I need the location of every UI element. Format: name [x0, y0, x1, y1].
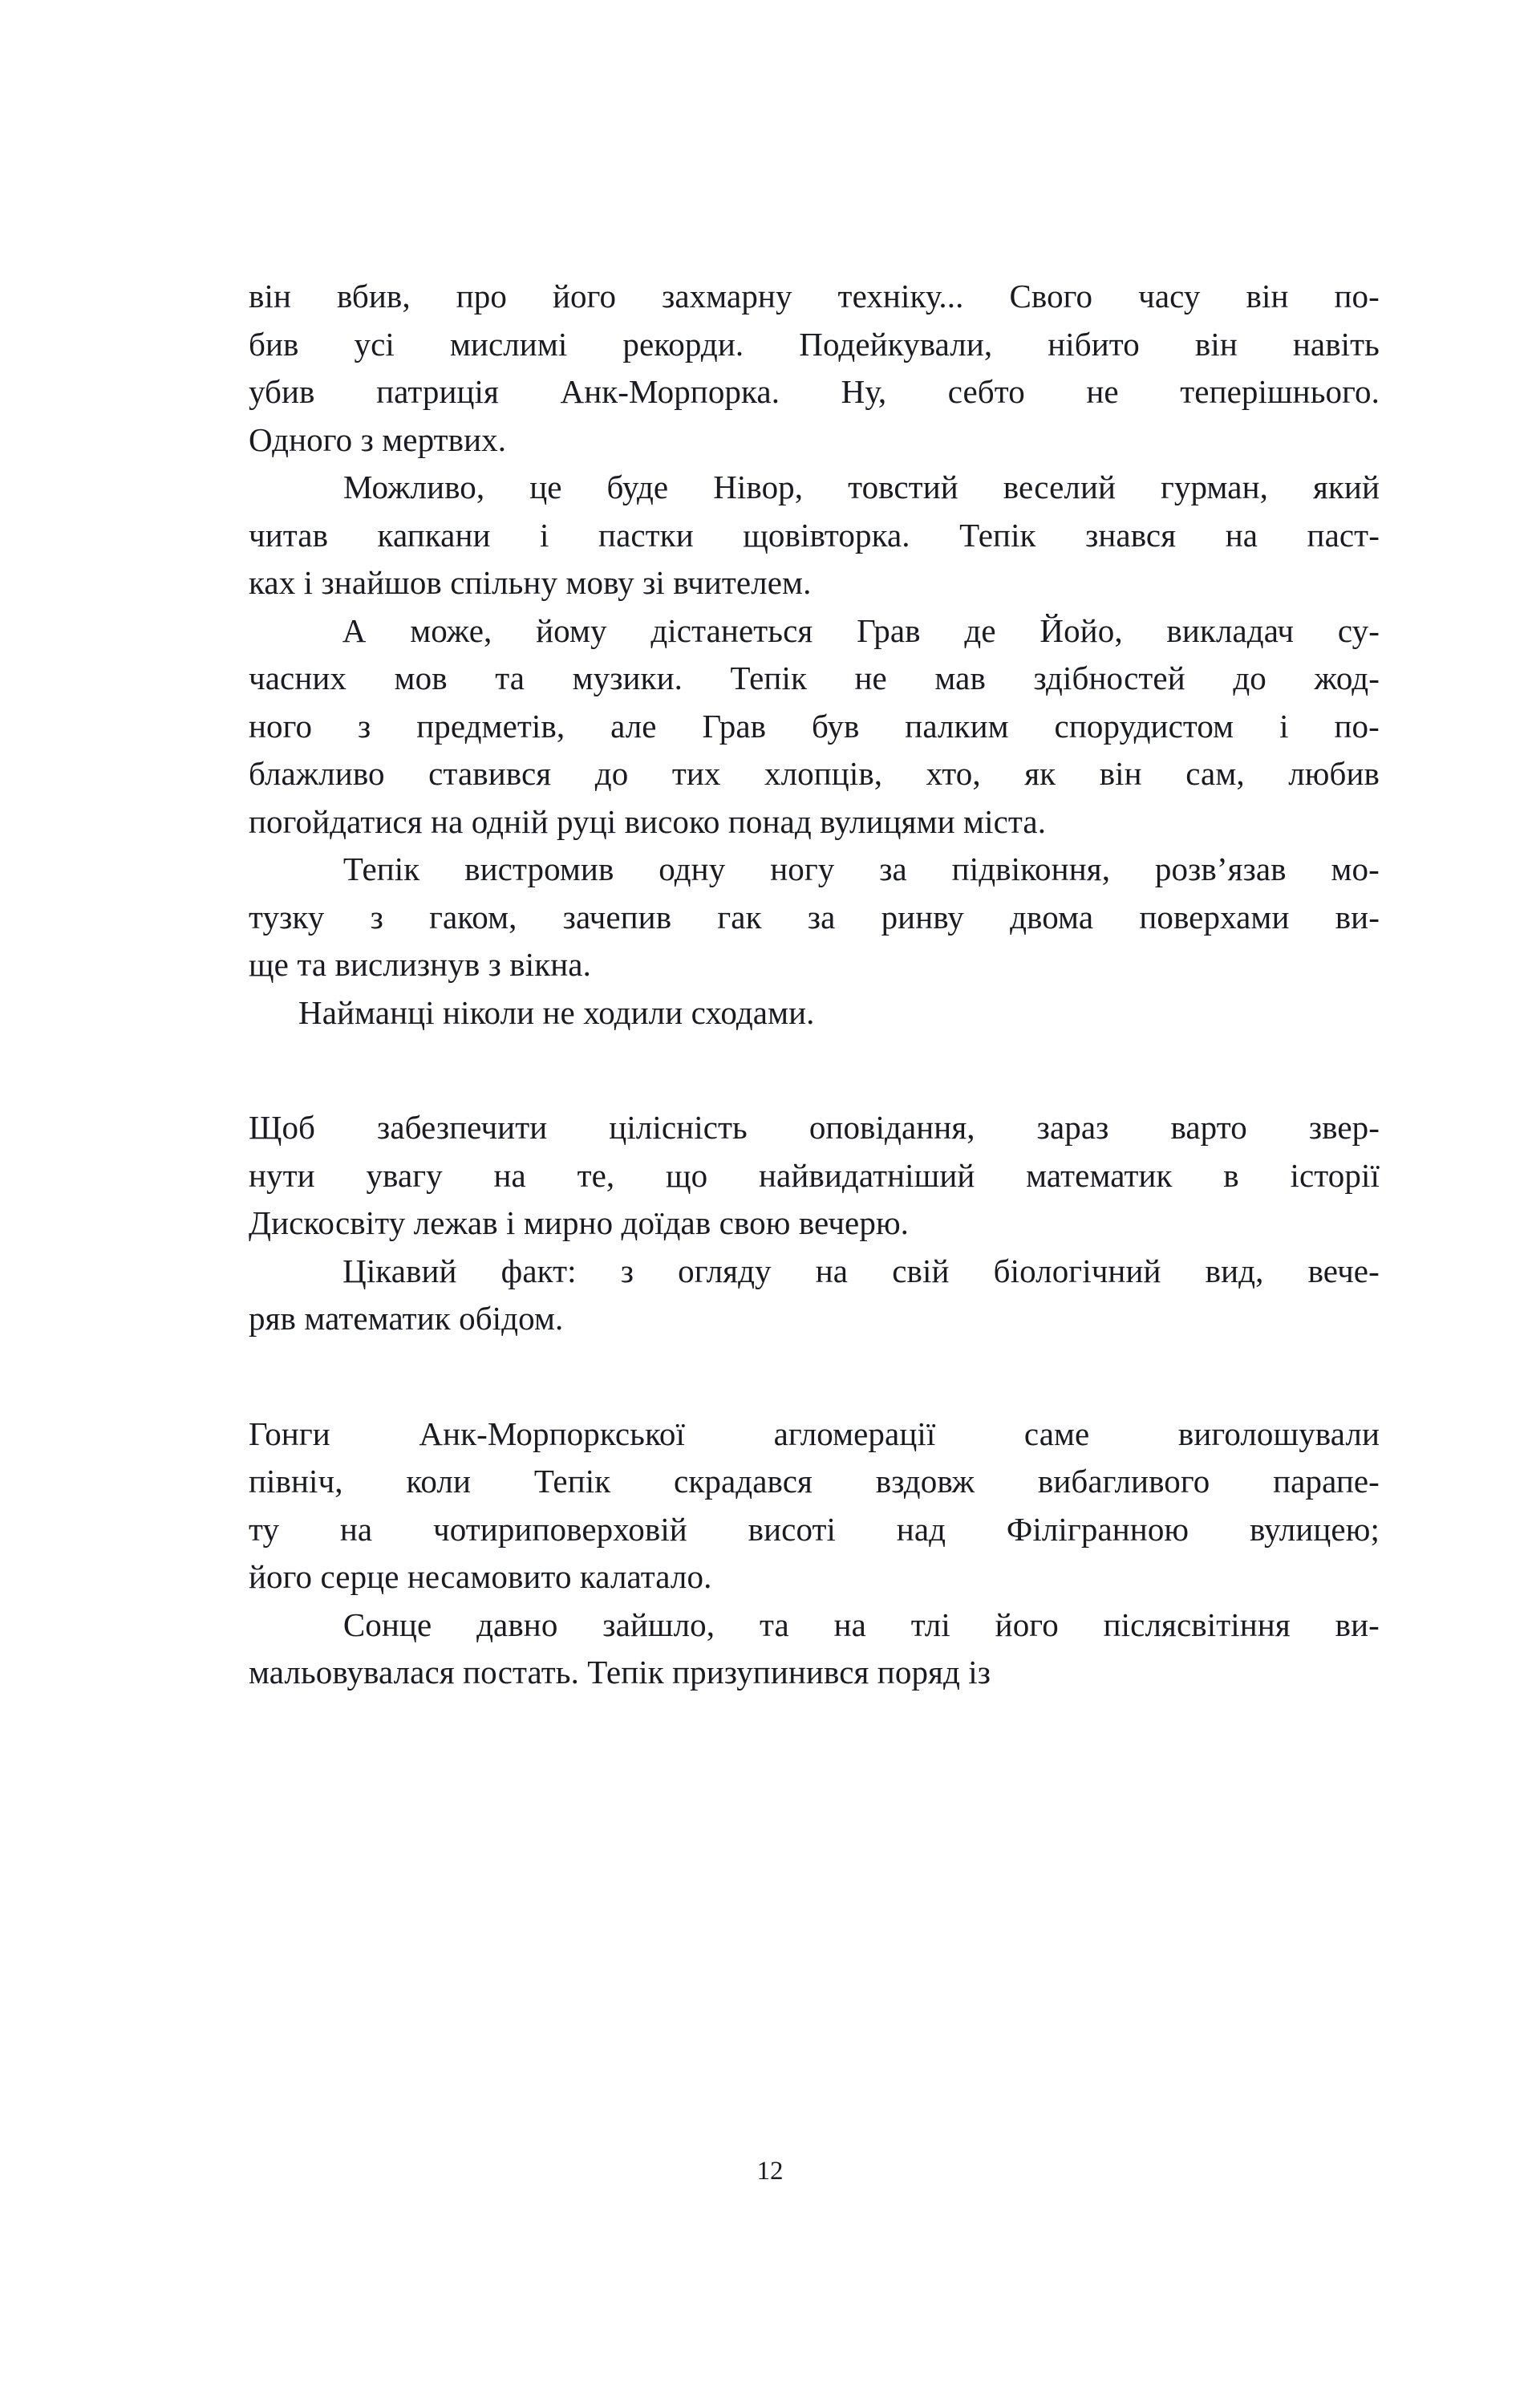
- word: вистромив: [464, 850, 614, 887]
- word: Щоб: [249, 1109, 316, 1146]
- text-section: [249, 1104, 1380, 1343]
- text-line: ще та вислизнув з вікна.: [249, 946, 591, 983]
- word: і: [1279, 707, 1289, 745]
- word: вече-: [1307, 1252, 1380, 1289]
- word: вздовж: [875, 1463, 975, 1500]
- word: здібностей: [1033, 660, 1185, 696]
- word: ставився: [428, 755, 552, 792]
- word: над: [896, 1510, 946, 1548]
- word: Гонги: [249, 1415, 330, 1452]
- word: сам,: [1185, 755, 1245, 792]
- word: капкани: [377, 516, 491, 554]
- word: до: [594, 755, 629, 792]
- word: як: [1024, 755, 1056, 792]
- word: блажливо: [249, 755, 385, 792]
- word: був: [811, 707, 860, 745]
- text-line: [249, 703, 1380, 751]
- word: за: [879, 850, 907, 887]
- word: ту: [249, 1510, 280, 1548]
- word: найвидатніший: [759, 1156, 975, 1194]
- paragraph: [249, 846, 1380, 989]
- word: спорудистом: [1054, 707, 1234, 745]
- word: він: [1194, 325, 1238, 363]
- word: захмарну: [662, 278, 792, 315]
- text-line: [249, 846, 1380, 894]
- word: на: [1225, 516, 1258, 554]
- word: дістанеться: [650, 611, 813, 649]
- word: давно: [476, 1605, 558, 1643]
- word: на: [493, 1156, 526, 1194]
- paragraph: [249, 989, 1380, 1037]
- paragraph-indent: [249, 607, 298, 656]
- word: ви-: [1335, 898, 1380, 936]
- word: біологічний: [993, 1252, 1161, 1289]
- word: що: [666, 1156, 708, 1194]
- word: Анк-Морпорка.: [560, 373, 780, 410]
- paragraph: [249, 273, 1380, 464]
- word: та: [759, 1605, 789, 1643]
- word: ви-: [1335, 1605, 1380, 1643]
- word: але: [610, 707, 657, 745]
- text-line: ках і знайшов спільну мову зі вчителем.: [249, 564, 812, 601]
- section-break: [249, 1343, 1380, 1411]
- word: знався: [1085, 516, 1177, 554]
- word: де: [964, 611, 996, 649]
- word: жод-: [1314, 660, 1380, 696]
- word: парапе-: [1273, 1463, 1380, 1500]
- word: двома: [1010, 898, 1094, 936]
- word: його: [995, 1605, 1059, 1643]
- text-line: [249, 1104, 1380, 1152]
- word: тузку: [249, 898, 325, 936]
- word: бив: [249, 325, 299, 363]
- text-line: [249, 1152, 1380, 1200]
- word: теперішнього.: [1180, 373, 1380, 410]
- word: часних: [249, 660, 346, 696]
- page-number: 12: [756, 2157, 784, 2186]
- word: за: [807, 898, 836, 936]
- word: на: [815, 1252, 849, 1289]
- word: Філігранною: [1006, 1510, 1189, 1548]
- word: розв’язав: [1154, 850, 1287, 887]
- word: цілісність: [609, 1109, 748, 1146]
- word: виголошували: [1177, 1415, 1380, 1452]
- paragraph: [249, 1411, 1380, 1601]
- word: коли: [406, 1463, 472, 1500]
- word: убив: [249, 373, 315, 410]
- word: Анк-Морпоркської: [419, 1415, 685, 1452]
- word: Йойо,: [1040, 611, 1123, 649]
- word: вбив,: [336, 278, 411, 315]
- word: мов: [394, 660, 448, 696]
- word: в: [1223, 1156, 1239, 1194]
- word: факт:: [500, 1252, 577, 1289]
- paragraph: [249, 1104, 1380, 1248]
- word: буде: [606, 469, 669, 505]
- text-line: [249, 1458, 1380, 1506]
- word: ринву: [881, 898, 964, 936]
- word: предметів,: [416, 707, 565, 745]
- word: Свого: [1009, 278, 1093, 315]
- text-line: погойдатися на одній руці високо понад вулицями міста.: [249, 802, 1047, 840]
- word: зайшло,: [602, 1605, 715, 1643]
- word: мо-: [1331, 850, 1380, 887]
- word: техніку...: [837, 278, 964, 315]
- word: хлопців,: [764, 755, 883, 792]
- word: Тепік: [730, 660, 807, 696]
- word: часу: [1138, 278, 1201, 315]
- word: і: [540, 516, 549, 554]
- word: свій: [892, 1252, 950, 1289]
- word: товстий: [848, 469, 958, 505]
- word: по-: [1334, 278, 1380, 315]
- paragraph-indent: [249, 1248, 298, 1296]
- text-line: [249, 368, 1380, 416]
- word: який: [1312, 469, 1380, 505]
- word: су-: [1337, 611, 1380, 649]
- word: не: [1086, 373, 1119, 410]
- word: математик: [1026, 1156, 1173, 1194]
- text-line: Дискосвіту лежав і мирно доїдав свою вечерю.: [249, 1204, 910, 1241]
- word: чотириповерховій: [432, 1510, 687, 1548]
- word: він: [1099, 755, 1142, 792]
- text-line: [249, 1506, 1380, 1554]
- word: Цікавий: [342, 1252, 457, 1289]
- text-line: [249, 273, 1380, 321]
- word: він: [249, 278, 291, 315]
- text-line: [249, 321, 1380, 369]
- text-line: його серце несамовито калатало.: [249, 1558, 712, 1595]
- word: та: [495, 660, 525, 696]
- word: він: [1246, 278, 1289, 315]
- word: звер-: [1308, 1109, 1380, 1146]
- text-section: [249, 273, 1380, 1037]
- word: йому: [536, 611, 607, 649]
- paragraph: [249, 607, 1380, 846]
- text-line: [249, 655, 1380, 703]
- word: не: [854, 660, 887, 696]
- word: ного: [249, 707, 313, 745]
- text-line: Найманці ніколи не ходили сходами.: [298, 993, 815, 1031]
- text-line: [249, 750, 1380, 798]
- word: патриція: [376, 373, 499, 410]
- word: викладач: [1166, 611, 1295, 649]
- word: огляду: [678, 1252, 772, 1289]
- text-line: [249, 1411, 1380, 1459]
- text-line: мальовувалася постать. Тепік призупинився поряд із: [249, 1654, 991, 1691]
- word: щовівторка.: [743, 516, 910, 554]
- word: Тепік: [959, 516, 1036, 554]
- word: варто: [1170, 1109, 1247, 1146]
- word: гурман,: [1161, 469, 1268, 505]
- word: північ,: [249, 1463, 343, 1500]
- word: палким: [905, 707, 1009, 745]
- word: з: [370, 898, 383, 936]
- paragraph-indent: [249, 464, 298, 512]
- text-line: [249, 607, 1380, 656]
- paragraph: [249, 1601, 1380, 1697]
- word: вид,: [1205, 1252, 1264, 1289]
- word: агломерації: [773, 1415, 936, 1452]
- word: саме: [1023, 1415, 1090, 1452]
- word: себто: [947, 373, 1025, 410]
- word: мав: [934, 660, 986, 696]
- text-line: [249, 464, 1380, 512]
- word: паст-: [1307, 516, 1380, 554]
- word: про: [456, 278, 507, 315]
- word: любив: [1288, 755, 1380, 792]
- word: Можливо,: [342, 469, 485, 505]
- word: Сонце: [342, 1605, 432, 1643]
- word: гаком,: [429, 898, 517, 936]
- word: історії: [1290, 1156, 1380, 1194]
- word: навіть: [1292, 325, 1380, 363]
- word: Грав: [702, 707, 767, 745]
- word: хто,: [926, 755, 981, 792]
- paragraph: [249, 1248, 1380, 1343]
- word: те,: [577, 1156, 615, 1194]
- word: скрадався: [674, 1463, 813, 1500]
- word: по-: [1334, 707, 1380, 745]
- word: Нівор,: [713, 469, 804, 505]
- word: до: [1233, 660, 1266, 696]
- word: увагу: [366, 1156, 443, 1194]
- page-text-block: [249, 273, 1380, 1697]
- word: вулицею;: [1249, 1510, 1380, 1548]
- section-break: [249, 1037, 1380, 1104]
- word: веселий: [1003, 469, 1116, 505]
- word: ногу: [770, 850, 835, 887]
- word: його: [552, 278, 617, 315]
- text-line: [249, 1601, 1380, 1650]
- word: А: [342, 611, 367, 649]
- word: усі: [354, 325, 395, 363]
- word: нути: [249, 1156, 315, 1194]
- word: рекорди.: [622, 325, 744, 363]
- text-line: [249, 894, 1380, 942]
- word: висоті: [748, 1510, 837, 1548]
- word: Подейкували,: [799, 325, 993, 363]
- word: гак: [717, 898, 762, 936]
- paragraph-indent: [249, 1601, 298, 1650]
- word: підвіконня,: [951, 850, 1111, 887]
- word: Ну,: [841, 373, 887, 410]
- word: з: [620, 1252, 634, 1289]
- word: на: [833, 1605, 866, 1643]
- paragraph-indent: [249, 846, 298, 894]
- word: мислимі: [449, 325, 568, 363]
- word: зачепив: [562, 898, 672, 936]
- word: зараз: [1036, 1109, 1109, 1146]
- text-line: ряв математик обідом.: [249, 1300, 564, 1337]
- text-section: [249, 1411, 1380, 1697]
- word: нібито: [1048, 325, 1140, 363]
- text-line: Одного з мертвих.: [249, 420, 507, 458]
- word: читав: [249, 516, 329, 554]
- text-line: [249, 512, 1380, 560]
- word: з: [358, 707, 371, 745]
- text-line: [249, 1248, 1380, 1296]
- word: вибагливого: [1037, 1463, 1210, 1500]
- word: музики.: [572, 660, 683, 696]
- word: Тепік: [533, 1463, 611, 1500]
- word: тлі: [910, 1605, 950, 1643]
- word: післясвітіння: [1103, 1605, 1291, 1643]
- paragraph: [249, 464, 1380, 607]
- word: оповідання,: [808, 1109, 975, 1146]
- word: одну: [659, 850, 726, 887]
- word: пастки: [598, 516, 694, 554]
- word: забезпечити: [377, 1109, 548, 1146]
- word: може,: [410, 611, 492, 649]
- word: Грав: [857, 611, 921, 649]
- word: тих: [671, 755, 721, 792]
- word: поверхами: [1139, 898, 1290, 936]
- word: на: [339, 1510, 373, 1548]
- word: Тепік: [342, 850, 420, 887]
- word: це: [529, 469, 562, 505]
